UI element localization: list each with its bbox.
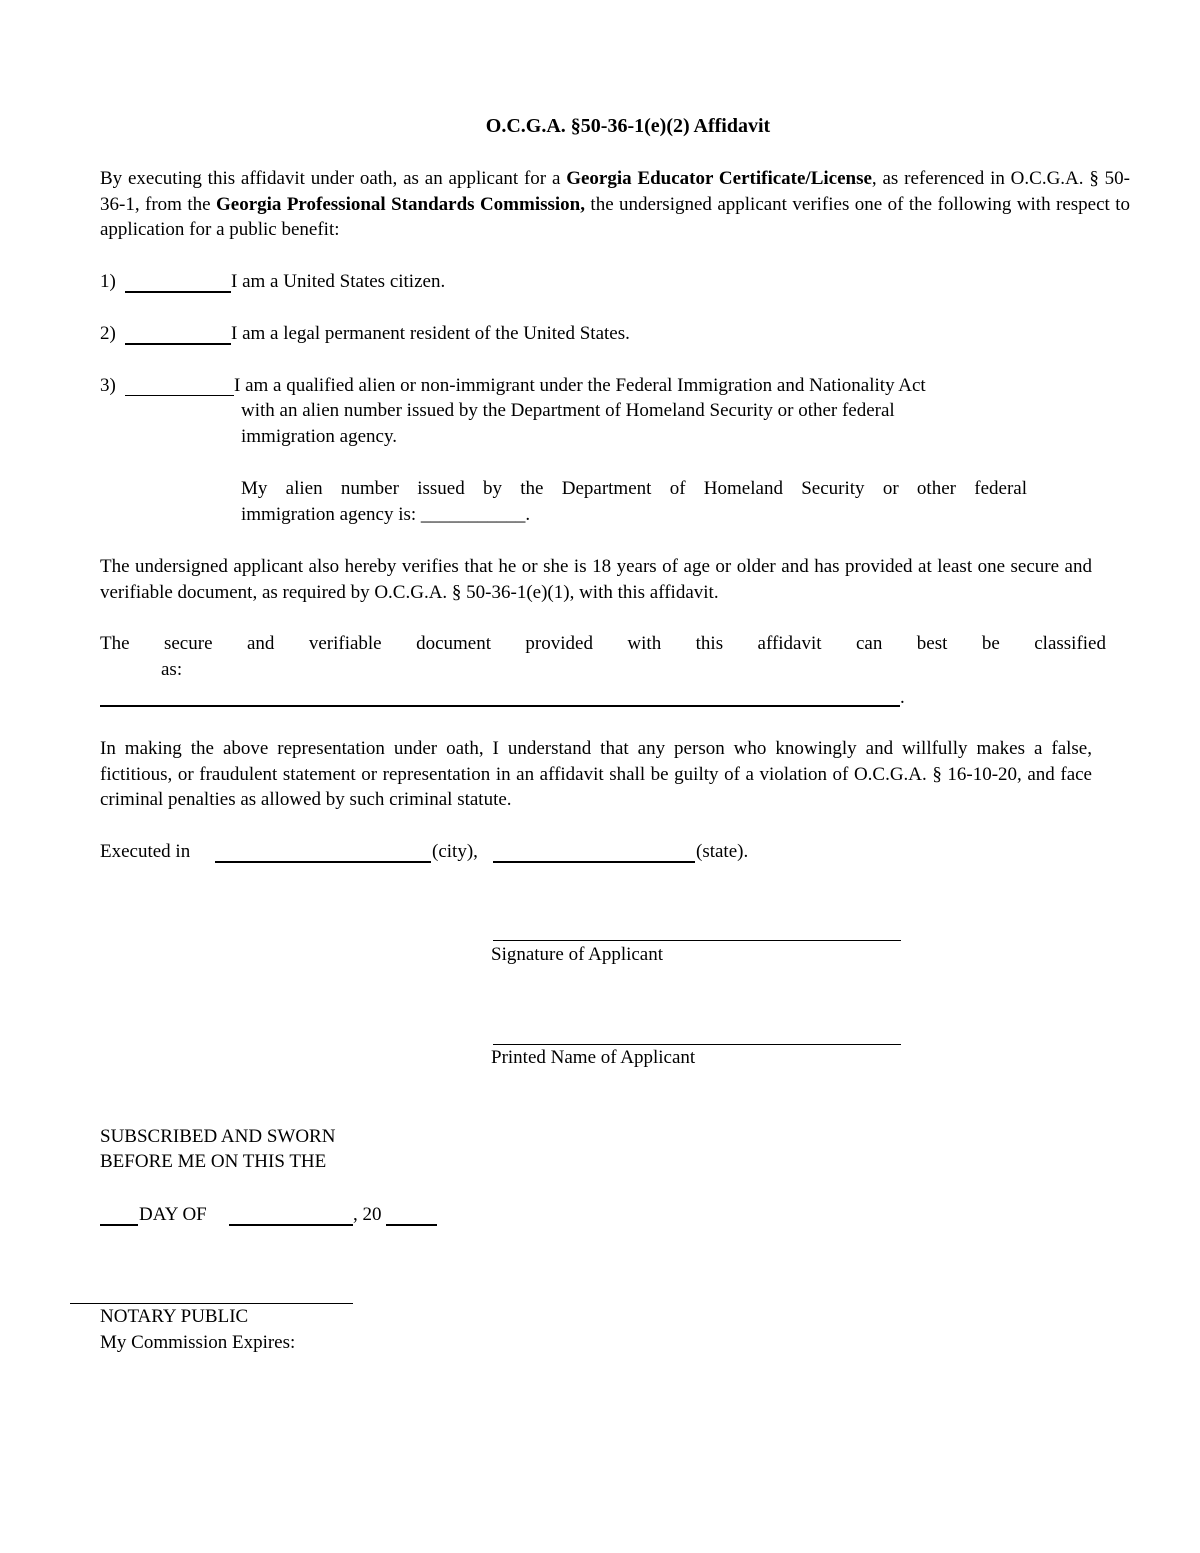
option-3-text-line2: with an alien number issued by the Department of Homeland Security or other federal bbox=[241, 400, 895, 421]
option-2-number: 2) bbox=[100, 323, 116, 344]
day-blank[interactable] bbox=[100, 1224, 138, 1226]
option-1-number: 1) bbox=[100, 271, 116, 292]
year-prefix: , 20 bbox=[353, 1204, 382, 1225]
signature-line[interactable] bbox=[493, 940, 901, 941]
certificate-name: Georgia Educator Certificate/License bbox=[566, 168, 872, 189]
printed-name-label: Printed Name of Applicant bbox=[491, 1047, 696, 1068]
option-2-text: I am a legal permanent resident of the United States. bbox=[231, 323, 630, 344]
option-3-text: I am a qualified alien or non-immigrant under the Federal Immigration and Nationality Act bbox=[234, 375, 926, 396]
alien-number-line2[interactable]: immigration agency is: ___________. bbox=[241, 504, 531, 525]
commission-name: Georgia Professional Standards Commission, bbox=[215, 193, 585, 215]
city-label: (city), bbox=[432, 841, 478, 862]
document-title: O.C.G.A. §50-36-1(e)(2) Affidavit bbox=[485, 115, 771, 137]
document-class-line1: The secure and verifiable document provided with this affidavit can best be classified bbox=[100, 633, 1106, 654]
document-class-blank[interactable] bbox=[100, 705, 900, 707]
option-1-text: I am a United States citizen. bbox=[231, 271, 446, 292]
state-blank[interactable] bbox=[493, 861, 695, 863]
document-class-period: . bbox=[900, 687, 905, 708]
age-verification-paragraph: The undersigned applicant also hereby verifies that he or she is 18 years of age or older and has provided at least one secure and verifiable document, as required by O.C.G.A. § 50-36-1(e)(1), with this affidavit. bbox=[100, 556, 1092, 603]
year-blank[interactable] bbox=[386, 1224, 437, 1226]
document-class-line2: as: bbox=[161, 659, 183, 680]
executed-in-label: Executed in bbox=[100, 841, 191, 862]
month-blank[interactable] bbox=[229, 1224, 353, 1226]
subscribed-sworn-line1: SUBSCRIBED AND SWORN bbox=[100, 1126, 336, 1147]
city-blank[interactable] bbox=[215, 861, 431, 863]
day-of-label: DAY OF bbox=[139, 1204, 207, 1225]
option-2-blank[interactable] bbox=[125, 343, 231, 345]
notary-public-label: NOTARY PUBLIC bbox=[100, 1306, 249, 1327]
option-3-blank[interactable] bbox=[125, 395, 234, 396]
state-label: (state). bbox=[696, 841, 749, 862]
option-1-blank[interactable] bbox=[125, 291, 231, 293]
oath-statement-paragraph: In making the above representation under oath, I understand that any person who knowingly and willfully makes a false, fictitious, or fraudulent statement or representation in an affidavit shall be guilty of a violation of O.C.G.A. § 16-10-20, and face criminal penalties as allowed by such criminal statute. bbox=[100, 738, 1092, 810]
signature-label: Signature of Applicant bbox=[491, 944, 664, 965]
subscribed-sworn-line2: BEFORE ME ON THIS THE bbox=[100, 1151, 327, 1172]
option-3-number: 3) bbox=[100, 375, 116, 396]
intro-paragraph: By executing this affidavit under oath, as an applicant for a Georgia Educator Certificate/License, as referenced in O.C.G.A. § 50-36-1, from the Georgia Professional Standards Commission, the undersigned applicant verifies one of the following with respect to application for a public benefit: bbox=[100, 168, 1130, 240]
alien-number-line1: My alien number issued by the Department of Homeland Security or other federal bbox=[241, 478, 1027, 499]
option-3-text-line3: immigration agency. bbox=[241, 426, 397, 447]
commission-expires-label: My Commission Expires: bbox=[100, 1332, 296, 1353]
